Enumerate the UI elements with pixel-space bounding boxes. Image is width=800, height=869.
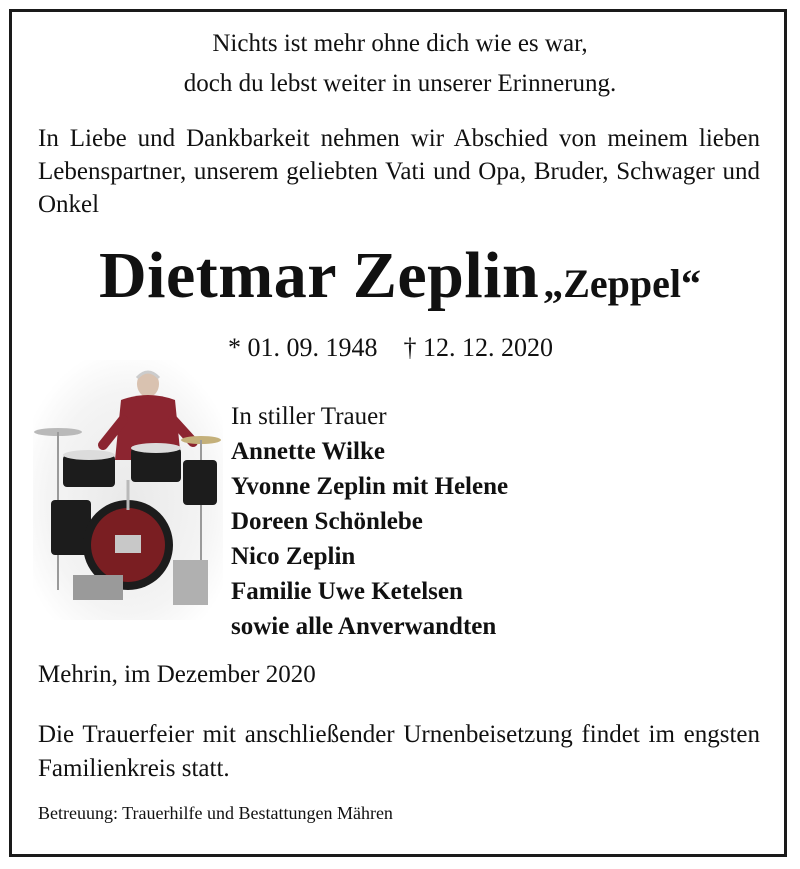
birth-date: * 01. 09. 1948	[228, 333, 378, 362]
deceased-nickname: „Zeppel“	[543, 261, 702, 306]
mourners-list	[231, 399, 508, 644]
mourner-name: Doreen Schönlebe	[231, 508, 423, 535]
mourner-name: Nico Zeplin	[231, 543, 356, 570]
mourner-name: sowie alle Anverwandten	[231, 613, 497, 640]
drummer-photo-icon	[33, 360, 223, 620]
quote-line-2: doch du lebst weiter in unserer Erinnerung.	[183, 70, 617, 97]
mourner-name: Yvonne Zeplin mit Helene	[231, 473, 509, 500]
ceremony-note: Die Trauerfeier mit anschließender Urnenbeisetzung findet im engsten Familienkreis statt.	[38, 721, 760, 782]
deceased-name-block	[0, 238, 800, 314]
quote-line-1: Nichts ist mehr ohne dich wie es war,	[212, 30, 588, 57]
funeral-home-credit: Betreuung: Trauerhilfe und Bestattungen Mähren	[38, 803, 393, 823]
intro-text: In Liebe und Dankbarkeit nehmen wir Abschied von meinem lieben Lebenspartner, unserem geliebten Vati und Opa, Bruder, Schwager und Onkel	[38, 125, 760, 218]
mourner-name: Annette Wilke	[231, 438, 385, 465]
mourner-name: Familie Uwe Ketelsen	[231, 578, 463, 605]
place-date: Mehrin, im Dezember 2020	[38, 661, 316, 688]
deceased-name: Dietmar Zeplin	[98, 239, 540, 312]
mourners-lead: In stiller Trauer	[231, 403, 387, 430]
drummer-photo	[33, 360, 223, 620]
life-dates	[228, 333, 553, 363]
death-date: † 12. 12. 2020	[403, 333, 553, 362]
